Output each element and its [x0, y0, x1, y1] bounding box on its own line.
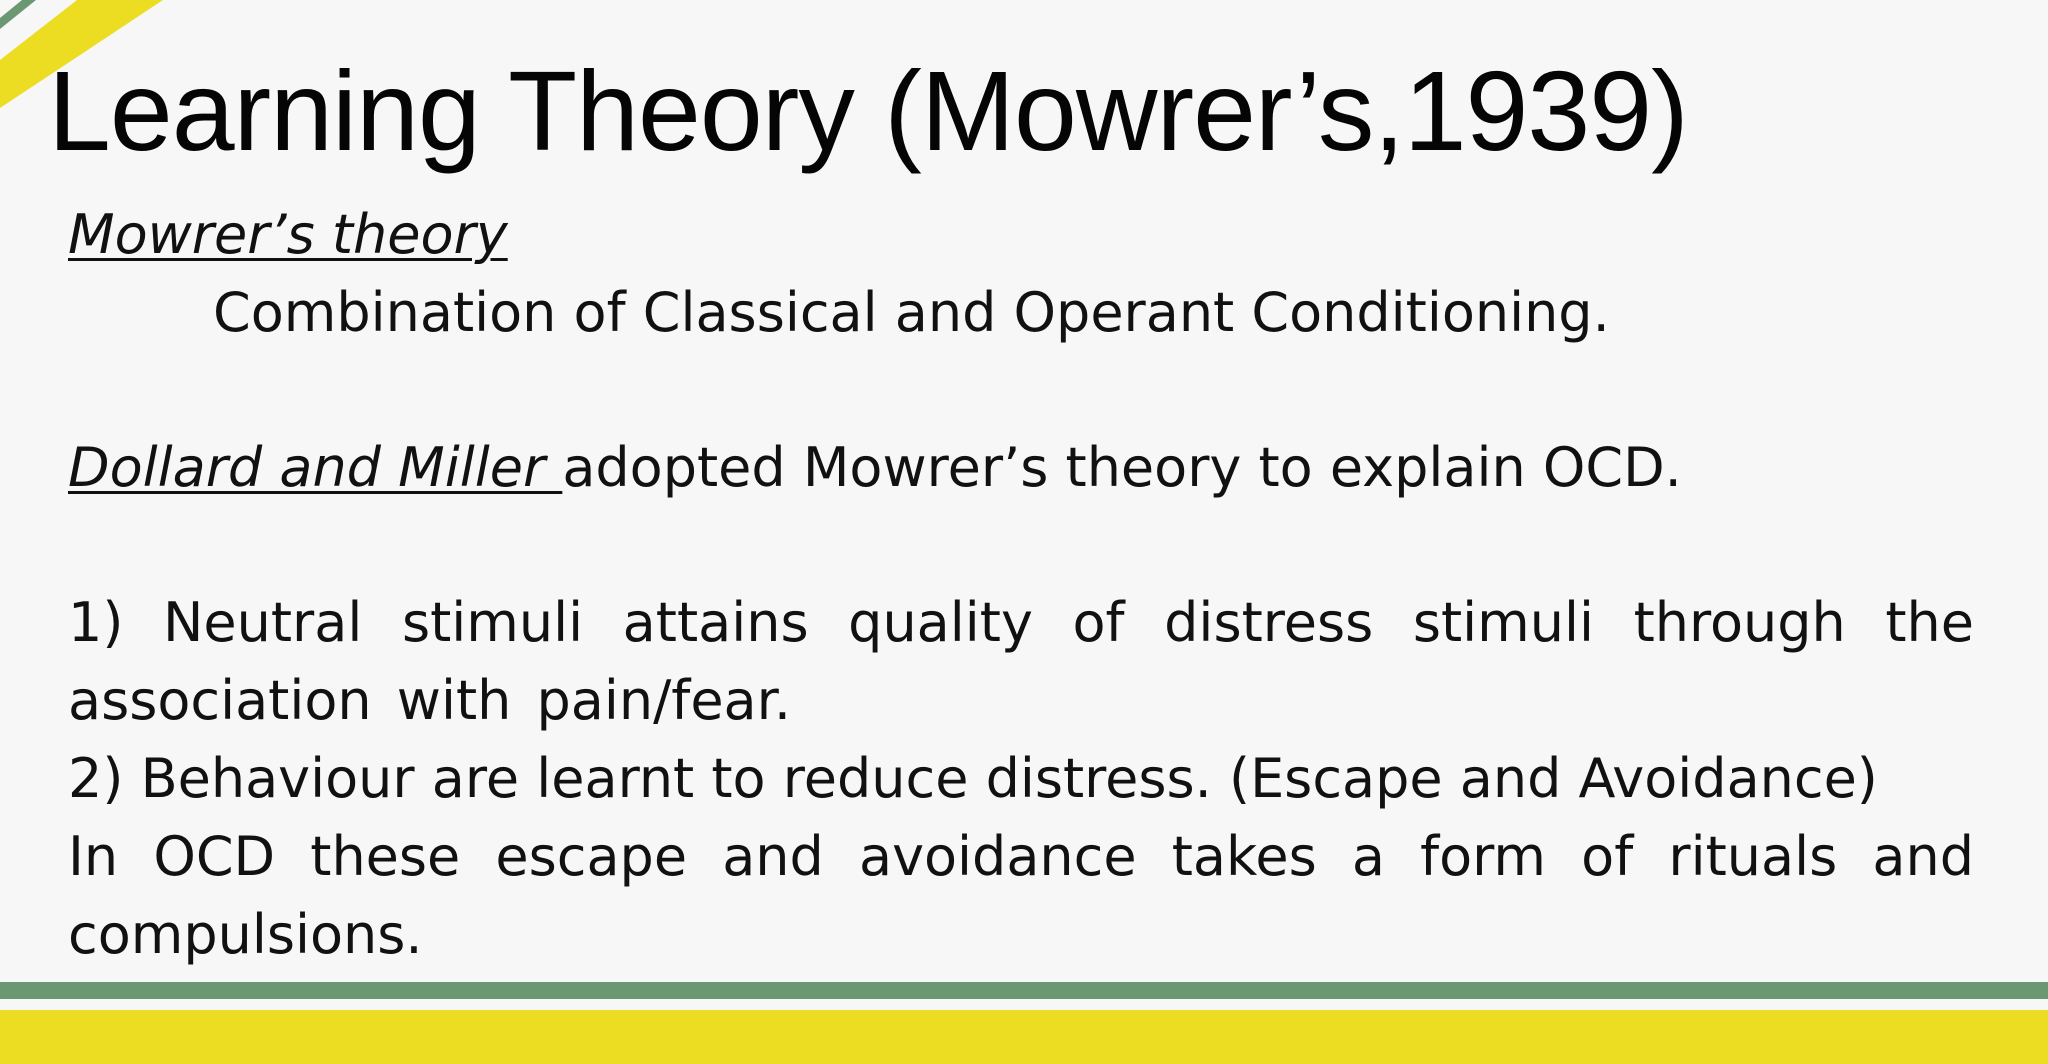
learning-point-1: 1) Neutral stimuli attains quality of distress stimuli through the association with pain/fear.: [68, 591, 1974, 732]
mowrer-heading-line: [68, 196, 1974, 274]
bottom-green-bar: [0, 982, 2048, 999]
dollard-miller-sentence: adopted Mowrer’s theory to explain OCD.: [562, 436, 1682, 499]
bottom-yellow-bar: [0, 1010, 2048, 1064]
dollard-miller-name: Dollard and Miller: [68, 436, 563, 499]
learning-point-2: 2) Behaviour are learnt to reduce distress. (Escape and Avoidance): [68, 747, 1878, 810]
content-spacer: [68, 507, 1974, 584]
slide-title: Learning Theory (Mowrer’s,1939): [48, 48, 1688, 174]
slide-content: [68, 196, 1974, 974]
mowrer-description: Combination of Classical and Operant Conditioning.: [213, 281, 1610, 344]
dollard-miller-line: [68, 429, 1974, 507]
ocd-conclusion: In OCD these escape and avoidance takes a form of rituals and compulsions.: [68, 825, 1974, 966]
green-corner-stripe: [0, 0, 36, 29]
mowrer-theory-heading: Mowrer’s theory: [68, 203, 508, 266]
content-spacer: [68, 352, 1974, 429]
